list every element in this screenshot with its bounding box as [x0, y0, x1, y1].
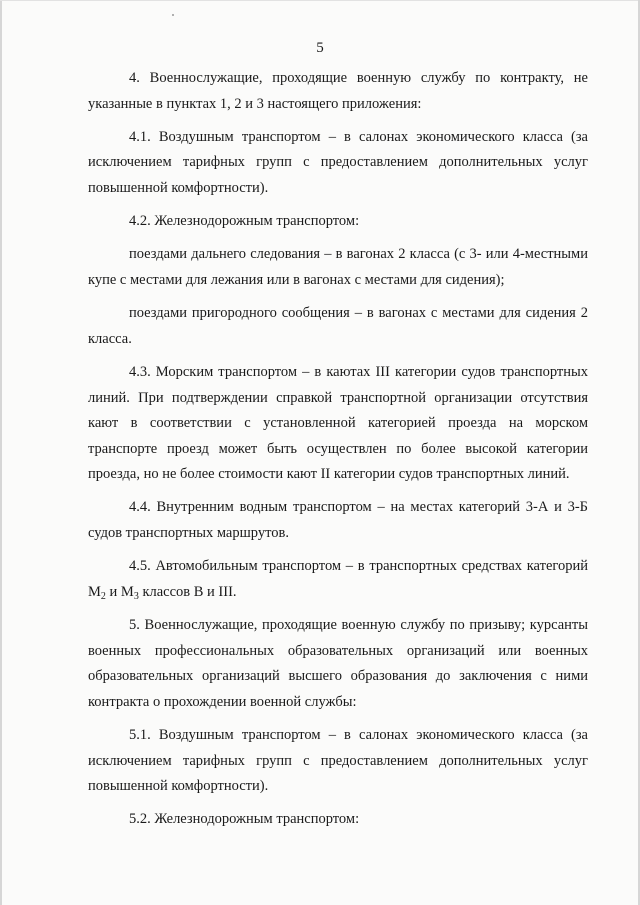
paragraph-5-1: 5.1. Воздушным транспортом – в салонах экономического класса (за исключением тарифных групп с предоставлением дополнительных услуг повышенной комфортности).	[88, 727, 588, 795]
paragraph-4-2: 4.2. Железнодорожным транспортом:	[129, 213, 360, 230]
paragraph-4-4: 4.4. Внутренним водным транспортом – на местах категорий 3-А и 3-Б судов транспортных маршрутов.	[88, 499, 588, 542]
page-number: 5	[316, 40, 324, 56]
scan-speck	[172, 14, 174, 16]
page-edge-top	[0, 0, 640, 1]
paragraph-5-2: 5.2. Железнодорожным транспортом:	[129, 811, 360, 828]
paragraph-4: 4. Военнослужащие, проходящие военную службу по контракту, не указанные в пунктах 1, 2 и 3 настоящего приложения:	[88, 70, 588, 112]
paragraph-4-5-text-after: классов В и III.	[138, 583, 237, 600]
paragraph-4-1: 4.1. Воздушным транспортом – в салонах экономического класса (за исключением тарифных групп с предоставлением дополнительных услуг повышенной комфортности).	[88, 128, 588, 196]
paragraph-4-2-suburban: поездами пригородного сообщения – в вагонах с местами для сидения 2 класса.	[88, 305, 588, 347]
paragraph-4-5-text-mid: и M	[105, 583, 134, 600]
paragraph-5: 5. Военнослужащие, проходящие военную службу по призыву; курсанты военных профессиональных образовательных организаций или военных образовательных организаций высшего образования до заключения с ними контракта о прохождении военной службы:	[88, 617, 588, 710]
paragraph-4-3: 4.3. Морским транспортом – в каютах III категории судов транспортных линий. При подтверждении справкой транспортной организации отсутствия кают в соответствии с установленной категорией проезда на морском транспорте проезд может быть осуществлен по более высокой категории проезда, но не более стоимости кают II категории судов транспортных линий.	[88, 363, 588, 483]
category-subscript-2: 2	[100, 590, 106, 602]
paragraph-4-2-long-distance: поездами дальнего следования – в вагонах 2 класса (с 3- или 4-местными купе с местами для лежания или в вагонах с местами для сидения);	[88, 246, 588, 288]
paragraph-4-5-text-before: 4.5. Автомобильным транспортом – в транспортных средствах категорий M	[88, 558, 588, 600]
paragraph-4-5	[88, 554, 588, 605]
category-subscript-3: 3	[133, 590, 139, 602]
document-body	[88, 66, 588, 841]
page-edge-left	[0, 0, 2, 905]
